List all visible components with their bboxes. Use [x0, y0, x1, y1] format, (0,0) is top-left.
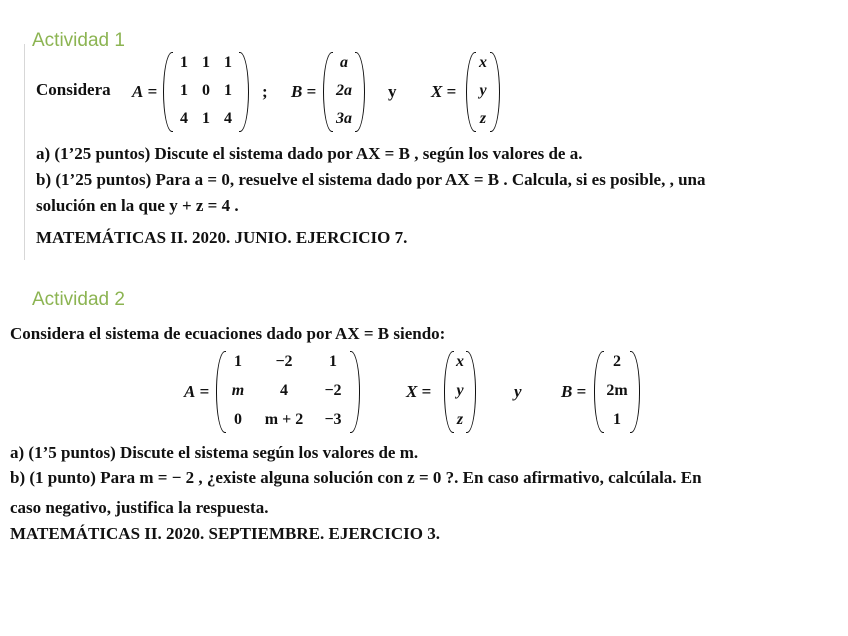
activity-2-part-b-line-2: caso negativo, justifica la respuesta. — [10, 498, 269, 517]
y-conjunction-2: y — [514, 382, 522, 401]
matrix-a-equals: A = — [132, 82, 158, 101]
matrix-a2-equals: A = — [184, 382, 210, 401]
matrix-x: x y z — [466, 52, 500, 132]
activity-2-heading: Actividad 2 — [32, 289, 125, 310]
matrix-a2: 1 −2 1 m 4 −2 0 m + 2 −3 — [216, 351, 360, 433]
activity-1-heading: Actividad 1 — [32, 30, 125, 51]
matrix-a: 1 1 1 1 0 1 4 1 4 — [163, 52, 249, 132]
matrix-b2-equals: B = — [561, 382, 587, 401]
activity-2-part-a: a) (1’5 puntos) Discute el sistema según los valores de m. — [10, 443, 419, 462]
activity-2-source: MATEMÁTICAS II. 2020. SEPTIEMBRE. EJERCICIO 3. — [10, 524, 440, 543]
considera-label: Considera — [36, 80, 111, 99]
semicolon: ; — [262, 82, 268, 101]
matrix-x2-equals: X = — [406, 382, 432, 401]
section-divider-line — [24, 44, 25, 260]
matrix-b2: 2 2m 1 — [594, 351, 640, 433]
activity-1-part-b-line-1: b) (1’25 puntos) Para a = 0, resuelve el sistema dado por AX = B . Calcula, si es posible, , una — [36, 170, 706, 189]
activity-1-source: MATEMÁTICAS II. 2020. JUNIO. EJERCICIO 7. — [36, 228, 408, 247]
activity-2-intro: Considera el sistema de ecuaciones dado por AX = B siendo: — [10, 324, 446, 343]
activity-2-part-b-line-1: b) (1 punto) Para m = − 2 , ¿existe alguna solución con z = 0 ?. En caso afirmativo, calcúlala. En — [10, 468, 702, 487]
activity-1-part-b-line-2: solución en la que y + z = 4 . — [36, 196, 239, 215]
matrix-x-equals: X = — [431, 82, 457, 101]
matrix-x2: x y z — [444, 351, 476, 433]
activity-1-part-a: a) (1’25 puntos) Discute el sistema dado por AX = B , según los valores de a. — [36, 144, 583, 163]
matrix-b: a 2a 3a — [323, 52, 365, 132]
y-conjunction: y — [388, 82, 397, 101]
matrix-b-equals: B = — [291, 82, 317, 101]
